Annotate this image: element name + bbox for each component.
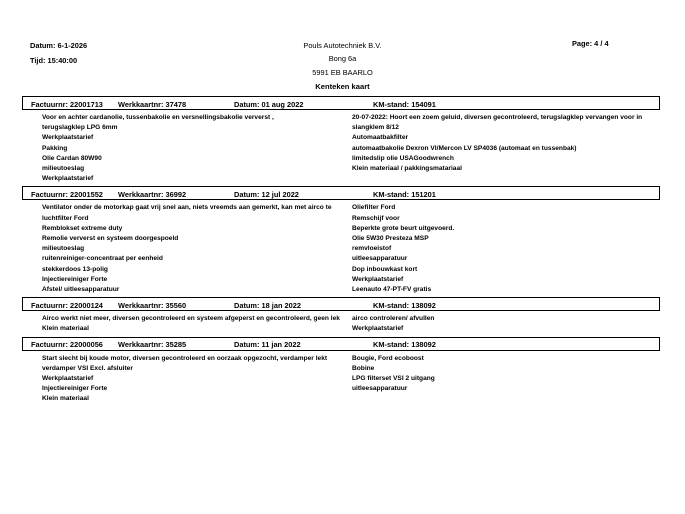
service-line: LPG filterset VSI 2 uitgang [352,375,435,383]
service-line: Injectiereiniger Forte [42,385,108,393]
werkkaartnr-field: Werkkaartnr: 35560 [118,300,187,310]
service-records [22,96,660,407]
record-body [22,200,660,297]
service-line: Werkplaatstarief [42,175,94,183]
service-line: luchtfilter Ford [42,214,89,222]
service-record [22,297,660,336]
service-line: slangklem 8/12 [352,124,399,132]
km-stand-field: KM-stand: 138092 [373,340,436,350]
service-line: Werkplaatstarief [352,275,404,283]
service-line: Airco werkt niet meer, diversen gecontroleerd en systeem afgeperst en gecontroleerd, geen lek [42,315,340,323]
service-line: Dop inbouwkast kort [352,265,418,273]
service-line: airco controleren/ afvullen [352,315,435,323]
km-stand-field: KM-stand: 154091 [373,99,436,109]
record-header [22,337,660,351]
service-line: Werkplaatstarief [352,325,404,333]
werkkaartnr-field: Werkkaartnr: 35285 [118,340,187,350]
service-line: Bobine [352,364,375,372]
company-street: Bong 6a [328,54,357,64]
service-line: Beperkte grote beurt uitgevoerd. [352,224,455,232]
datum-field: Datum: 18 jan 2022 [234,300,301,310]
service-line: Olie 5W30 Presteza MSP [352,235,429,243]
service-line: Ventilator onder de motorkap gaat vrij snel aan, niets vreemds aan gemerkt, kan met airco te [42,204,332,212]
service-lines-right [352,354,658,405]
factuurnr-field: Factuurnr: 22000056 [31,340,103,350]
page-title: Kenteken kaart [315,82,370,91]
factuurnr-field: Factuurnr: 22001713 [31,99,103,109]
record-header [22,297,660,311]
service-line: stekkerdoos 13-polig [42,265,108,273]
record-body [22,311,660,336]
service-lines-right [352,314,658,334]
service-line: uitleesapparatuur [352,385,408,393]
record-header [22,96,660,110]
service-lines-left [42,203,352,295]
service-line: automaatbakolie Dexron VI/Mercon LV SP4036 (automaat en tussenbak) [352,144,577,152]
km-stand-field: KM-stand: 151201 [373,189,436,199]
service-line: Remolie ververst en systeem doorgespoeld [42,235,179,243]
service-line: Klein materiaal / pakkingsmatariaal [352,165,462,173]
company-name: Pouls Autotechniek B.V. [303,41,382,50]
service-line: Klein materiaal [42,325,89,333]
record-body [22,110,660,186]
service-record [22,337,660,407]
record-header [22,186,660,200]
service-line: Klein materiaal [42,395,89,403]
service-line: ruitenreiniger-concentraat per eenheid [42,255,163,263]
service-line: Pakking [42,144,68,152]
service-line: Remschijf voor [352,214,400,222]
service-line: Olie Cardan 80W90 [42,154,102,162]
print-time: Tijd: 15:40:00 [30,55,78,65]
service-line: Afstel/ uitleesapparatuur [42,286,120,294]
record-body [22,351,660,407]
page-number: Page: 4 / 4 [572,39,609,48]
werkkaartnr-field: Werkkaartnr: 36992 [118,189,187,199]
service-line: terugslagklep LPG 6mm [42,124,118,132]
service-line: milieutoeslag [42,165,85,173]
service-lines-left [42,354,352,405]
service-lines-left [42,113,352,184]
service-record [22,186,660,297]
datum-field: Datum: 01 aug 2022 [234,99,304,109]
service-line: limitedslip olie USAGoodwrench [352,154,454,162]
service-line: Injectiereiniger Forte [42,275,108,283]
service-line: Remblokset extreme duty [42,224,123,232]
datum-field: Datum: 12 jul 2022 [234,189,299,199]
print-date: Datum: 6-1-2026 [30,41,88,50]
datum-field: Datum: 11 jan 2022 [234,340,301,350]
service-line: Oliefilter Ford [352,204,396,212]
service-line: 20-07-2022: Hoort een zoem geluid, diversen gecontroleerd, terugslagklep vervangen voor in [352,114,643,121]
service-line: Werkplaatstarief [42,134,94,142]
factuurnr-field: Factuurnr: 22000124 [31,300,103,310]
service-lines-left [42,314,352,334]
service-line: remvloeistof [352,245,392,253]
service-line: Bougie, Ford ecoboost [352,354,424,362]
km-stand-field: KM-stand: 138092 [373,300,436,310]
service-line: verdamper VSI Excl. afsluiter [42,364,133,372]
service-line: Voor en achter cardanolie, tussenbakolie en versnellingsbakolie ververst , [42,114,274,121]
service-line: Leenauto 47-PT-FV gratis [352,286,432,294]
company-city: 5991 EB BAARLO [312,67,373,77]
service-record [22,96,660,186]
service-lines-right [352,113,658,184]
service-line: uitleesapparatuur [352,255,408,263]
service-lines-right [352,203,658,295]
service-line: Automaatbakfilter [352,134,409,142]
factuurnr-field: Factuurnr: 22001552 [31,189,103,199]
werkkaartnr-field: Werkkaartnr: 37478 [118,99,187,109]
service-line: Start slecht bij koude motor, diversen gecontroleerd en oorzaak opgezocht, verdamper lekt [42,354,328,362]
service-line: milieutoeslag [42,245,85,253]
service-line: Werkplaatstarief [42,375,94,383]
